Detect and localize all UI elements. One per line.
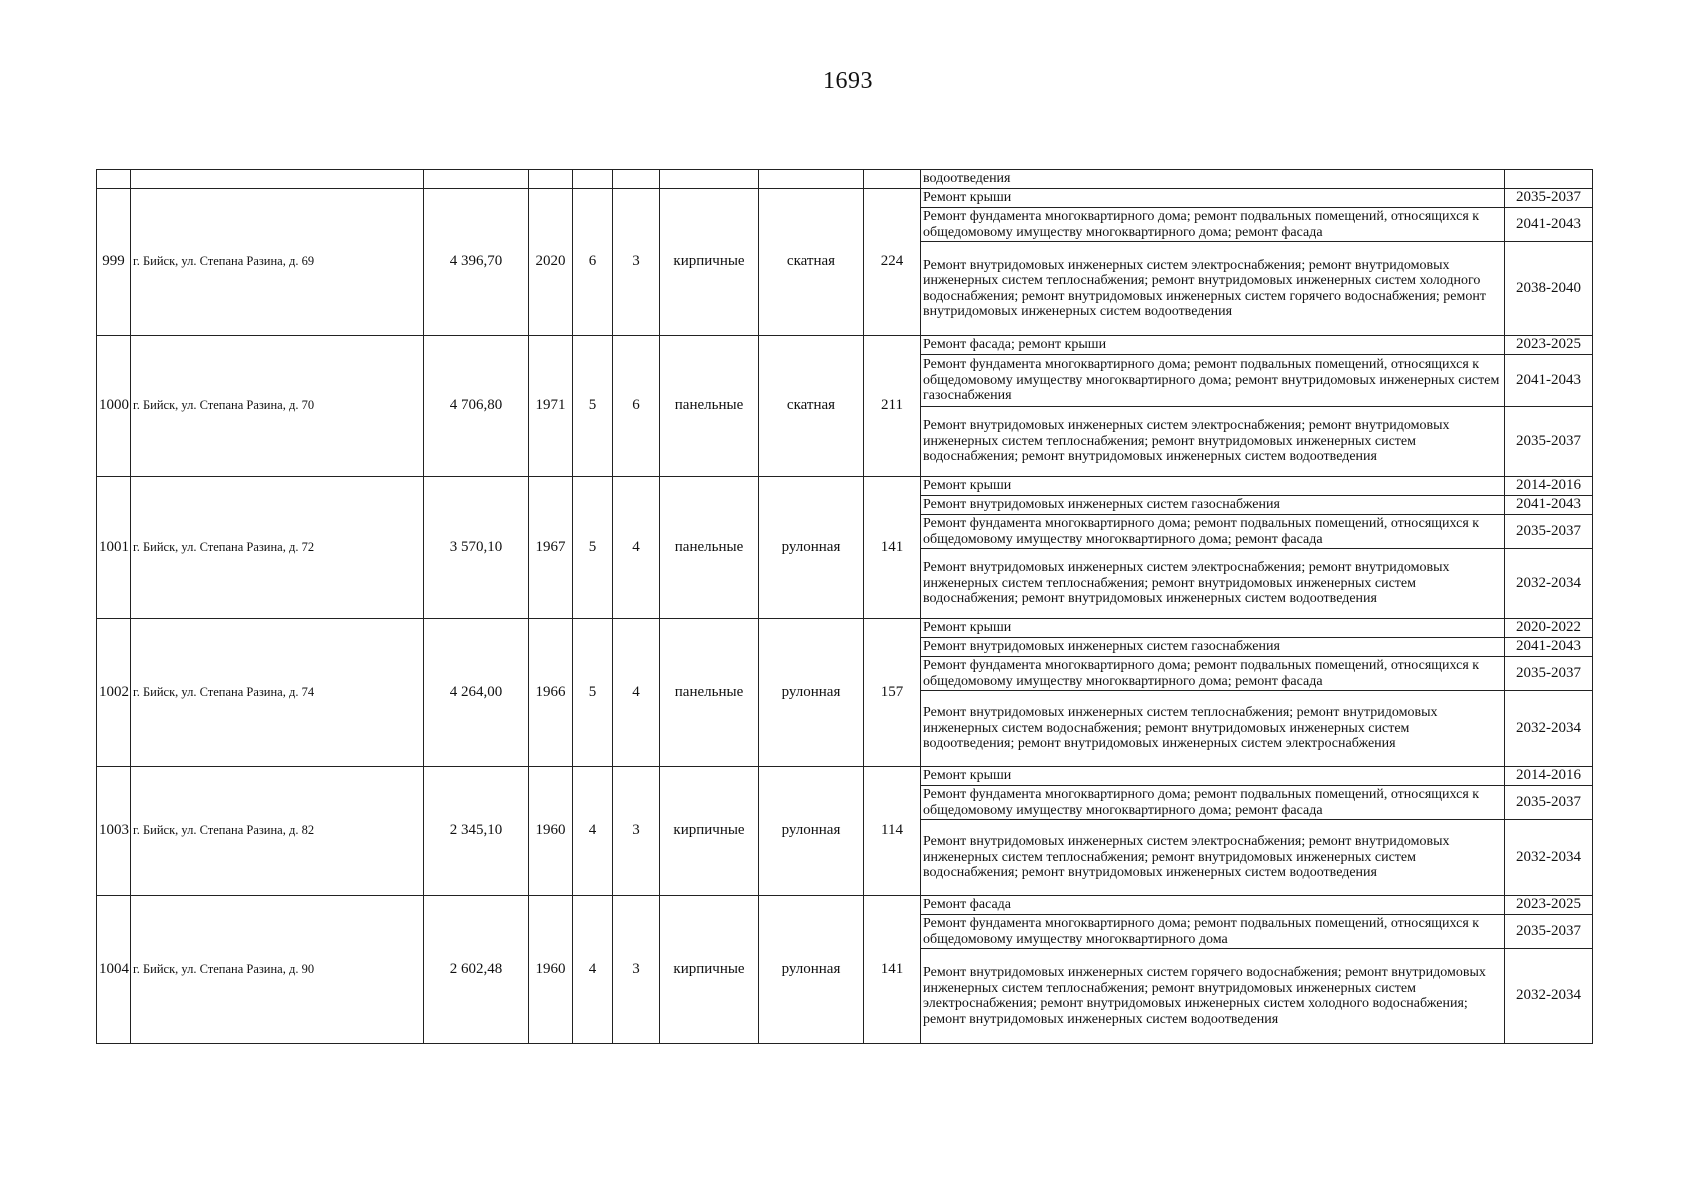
- house-number: 1002: [97, 619, 131, 767]
- table-row: [97, 767, 1593, 786]
- work-description: Ремонт крыши: [921, 189, 1505, 208]
- work-description: Ремонт внутридомовых инженерных систем электроснабжения; ремонт внутридомовых инженерных систем теплоснабжения; ремонт внутридомовых инженерных систем водоснабжения; ремонт внутридомовых инженерных систем водоотведения: [921, 549, 1505, 619]
- work-period: 2035-2037: [1505, 407, 1593, 477]
- table-row: [97, 619, 1593, 638]
- house-area: 4 396,70: [424, 189, 529, 336]
- house-roof: рулонная: [759, 477, 864, 619]
- house-address: г. Бийск, ул. Степана Разина, д. 82: [131, 767, 424, 896]
- house-roof: скатная: [759, 189, 864, 336]
- work-period: 2041-2043: [1505, 355, 1593, 407]
- house-address: г. Бийск, ул. Степана Разина, д. 90: [131, 896, 424, 1044]
- house-roof: рулонная: [759, 896, 864, 1044]
- house-year: 1967: [529, 477, 573, 619]
- work-period: 2035-2037: [1505, 189, 1593, 208]
- table-row: [97, 336, 1593, 355]
- house-number: 1001: [97, 477, 131, 619]
- house-residents: 141: [864, 896, 921, 1044]
- carry-cell-residents: [864, 170, 921, 189]
- carry-over-row: [97, 170, 1593, 189]
- house-roof: рулонная: [759, 619, 864, 767]
- work-period: 2035-2037: [1505, 515, 1593, 549]
- house-residents: 157: [864, 619, 921, 767]
- house-entrances: 3: [613, 767, 660, 896]
- house-number: 1000: [97, 336, 131, 477]
- houses-table: [96, 169, 1593, 1044]
- house-entrances: 3: [613, 896, 660, 1044]
- table-row: [97, 189, 1593, 208]
- work-description: Ремонт фундамента многоквартирного дома; ремонт подвальных помещений, относящихся к общедомовому имуществу многоквартирного дома; ремонт фасада: [921, 515, 1505, 549]
- house-area: 4 264,00: [424, 619, 529, 767]
- house-address: г. Бийск, ул. Степана Разина, д. 74: [131, 619, 424, 767]
- house-roof: скатная: [759, 336, 864, 477]
- house-number: 999: [97, 189, 131, 336]
- work-period: 2020-2022: [1505, 619, 1593, 638]
- work-period: 2041-2043: [1505, 208, 1593, 242]
- house-area: 2 345,10: [424, 767, 529, 896]
- work-description: Ремонт фундамента многоквартирного дома; ремонт подвальных помещений, относящихся к общедомовому имуществу многоквартирного дома; ремонт фасада: [921, 208, 1505, 242]
- house-walls: панельные: [660, 477, 759, 619]
- house-walls: кирпичные: [660, 189, 759, 336]
- house-year: 1960: [529, 896, 573, 1044]
- work-description: Ремонт фасада: [921, 896, 1505, 915]
- house-area: 4 706,80: [424, 336, 529, 477]
- house-walls: кирпичные: [660, 896, 759, 1044]
- house-entrances: 6: [613, 336, 660, 477]
- house-residents: 224: [864, 189, 921, 336]
- house-floors: 4: [573, 896, 613, 1044]
- work-period: 2041-2043: [1505, 496, 1593, 515]
- house-roof: рулонная: [759, 767, 864, 896]
- house-floors: 5: [573, 336, 613, 477]
- work-description: Ремонт внутридомовых инженерных систем газоснабжения: [921, 496, 1505, 515]
- carry-cell-entrances: [613, 170, 660, 189]
- work-period: 2023-2025: [1505, 336, 1593, 355]
- carry-cell-period: [1505, 170, 1593, 189]
- house-year: 1960: [529, 767, 573, 896]
- carry-cell-address: [131, 170, 424, 189]
- work-description: Ремонт внутридомовых инженерных систем электроснабжения; ремонт внутридомовых инженерных систем теплоснабжения; ремонт внутридомовых инженерных систем холодного водоснабжения; ремонт внутридомовых инженерных систем горячего водоснабжения; ремонт внутридомовых инженерных систем водоотведения: [921, 242, 1505, 336]
- work-period: 2032-2034: [1505, 820, 1593, 896]
- work-description: Ремонт внутридомовых инженерных систем газоснабжения: [921, 638, 1505, 657]
- work-period: 2032-2034: [1505, 949, 1593, 1044]
- work-period: 2041-2043: [1505, 638, 1593, 657]
- work-description: Ремонт внутридомовых инженерных систем горячего водоснабжения; ремонт внутридомовых инженерных систем теплоснабжения; ремонт внутридомовых инженерных систем электроснабжения; ремонт внутридомовых инженерных систем холодного водоснабжения; ремонт внутридомовых инженерных систем водоотведения: [921, 949, 1505, 1044]
- table-row: [97, 896, 1593, 915]
- house-residents: 211: [864, 336, 921, 477]
- work-description: Ремонт фундамента многоквартирного дома; ремонт подвальных помещений, относящихся к общедомовому имуществу многоквартирного дома: [921, 915, 1505, 949]
- work-period: 2014-2016: [1505, 767, 1593, 786]
- house-address: г. Бийск, ул. Степана Разина, д. 69: [131, 189, 424, 336]
- house-floors: 4: [573, 767, 613, 896]
- work-description: Ремонт внутридомовых инженерных систем электроснабжения; ремонт внутридомовых инженерных систем теплоснабжения; ремонт внутридомовых инженерных систем водоснабжения; ремонт внутридомовых инженерных систем водоотведения: [921, 820, 1505, 896]
- house-address: г. Бийск, ул. Степана Разина, д. 70: [131, 336, 424, 477]
- work-description: Ремонт фундамента многоквартирного дома; ремонт подвальных помещений, относящихся к общедомовому имуществу многоквартирного дома; ремонт внутридомовых инженерных систем газоснабжения: [921, 355, 1505, 407]
- carry-cell-year: [529, 170, 573, 189]
- table-row: [97, 477, 1593, 496]
- work-period: 2038-2040: [1505, 242, 1593, 336]
- house-walls: панельные: [660, 336, 759, 477]
- house-entrances: 3: [613, 189, 660, 336]
- carry-cell-floors: [573, 170, 613, 189]
- carry-cell-num: [97, 170, 131, 189]
- work-period: 2014-2016: [1505, 477, 1593, 496]
- page-number: 1693: [823, 68, 873, 94]
- house-number: 1003: [97, 767, 131, 896]
- house-residents: 114: [864, 767, 921, 896]
- work-period: 2035-2037: [1505, 915, 1593, 949]
- work-description: Ремонт крыши: [921, 767, 1505, 786]
- house-residents: 141: [864, 477, 921, 619]
- house-area: 2 602,48: [424, 896, 529, 1044]
- carry-cell-roof: [759, 170, 864, 189]
- work-description: Ремонт внутридомовых инженерных систем электроснабжения; ремонт внутридомовых инженерных систем теплоснабжения; ремонт внутридомовых инженерных систем водоснабжения; ремонт внутридомовых инженерных систем водоотведения: [921, 407, 1505, 477]
- house-walls: панельные: [660, 619, 759, 767]
- work-description: Ремонт крыши: [921, 619, 1505, 638]
- house-entrances: 4: [613, 619, 660, 767]
- carry-cell-area: [424, 170, 529, 189]
- work-description: Ремонт крыши: [921, 477, 1505, 496]
- carry-over-work: водоотведения: [921, 170, 1505, 189]
- house-area: 3 570,10: [424, 477, 529, 619]
- house-walls: кирпичные: [660, 767, 759, 896]
- house-year: 2020: [529, 189, 573, 336]
- work-period: 2035-2037: [1505, 786, 1593, 820]
- work-period: 2032-2034: [1505, 691, 1593, 767]
- house-year: 1966: [529, 619, 573, 767]
- work-period: 2035-2037: [1505, 657, 1593, 691]
- work-period: 2023-2025: [1505, 896, 1593, 915]
- house-floors: 5: [573, 477, 613, 619]
- work-description: Ремонт фасада; ремонт крыши: [921, 336, 1505, 355]
- house-floors: 6: [573, 189, 613, 336]
- carry-cell-walls: [660, 170, 759, 189]
- house-address: г. Бийск, ул. Степана Разина, д. 72: [131, 477, 424, 619]
- house-entrances: 4: [613, 477, 660, 619]
- work-description: Ремонт фундамента многоквартирного дома; ремонт подвальных помещений, относящихся к общедомовому имуществу многоквартирного дома; ремонт фасада: [921, 786, 1505, 820]
- house-year: 1971: [529, 336, 573, 477]
- work-description: Ремонт внутридомовых инженерных систем теплоснабжения; ремонт внутридомовых инженерных систем водоснабжения; ремонт внутридомовых инженерных систем водоотведения; ремонт внутридомовых инженерных систем электроснабжения: [921, 691, 1505, 767]
- house-number: 1004: [97, 896, 131, 1044]
- house-floors: 5: [573, 619, 613, 767]
- work-period: 2032-2034: [1505, 549, 1593, 619]
- work-description: Ремонт фундамента многоквартирного дома; ремонт подвальных помещений, относящихся к общедомовому имуществу многоквартирного дома; ремонт фасада: [921, 657, 1505, 691]
- table-body: [97, 170, 1593, 1044]
